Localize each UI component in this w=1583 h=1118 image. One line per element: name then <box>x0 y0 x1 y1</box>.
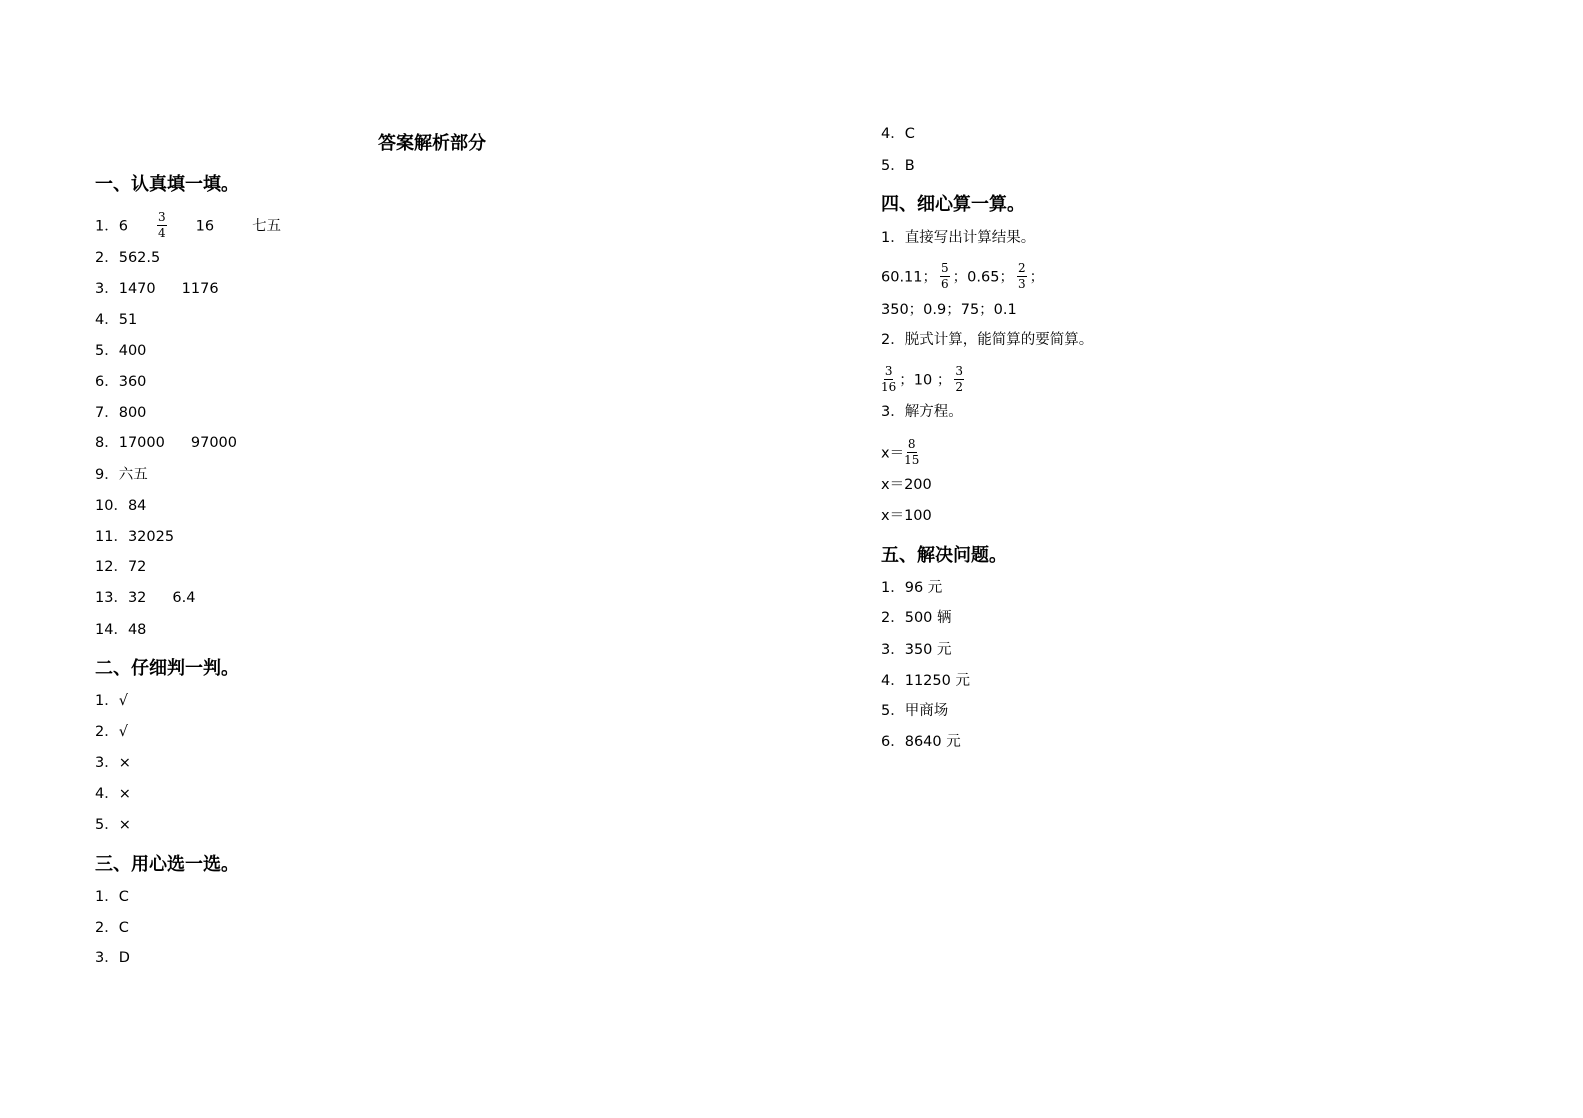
answer-5-6: 6．8640 元 <box>881 734 961 750</box>
answer-1-12: 12．72 <box>95 559 147 575</box>
fraction: $\frac{3}{4}$ <box>157 210 166 240</box>
answer-4-1-row1 <box>881 263 1044 292</box>
page-title: 答案解析部分 <box>378 133 486 154</box>
answer-1-11: 11．32025 <box>95 529 175 545</box>
answer-4-2-prompt: 2．脱式计算，能简算的要简算。 <box>881 332 1094 348</box>
answer-number: 13． <box>95 590 128 606</box>
answer-5-4: 4．11250 元 <box>881 673 970 689</box>
fraction: $\frac{8}{15}$ <box>904 437 920 467</box>
answer-4-3-prompt: 3．解方程。 <box>881 404 963 420</box>
answer-4-1-row2: 350；0.9；75；0.1 <box>881 302 1017 318</box>
answer-value: ； <box>1029 269 1045 286</box>
answer-value: 1176 <box>181 281 219 297</box>
answer-3-2: 2．C <box>95 920 129 936</box>
answer-value: 七五 <box>252 218 282 235</box>
answer-2-1: 1．√ <box>95 693 128 709</box>
answer-4-3-eq2: x＝200 <box>881 477 932 493</box>
section-4-heading: 四、细心算一算。 <box>881 194 1025 215</box>
answer-value: ；10 ； <box>899 372 952 389</box>
answer-value: 60.11； <box>881 269 938 286</box>
answer-1-1 <box>95 212 281 241</box>
answer-5-1: 1．96 元 <box>881 580 943 596</box>
answer-number: 1． <box>95 218 119 235</box>
answer-3-1: 1．C <box>95 889 129 905</box>
answer-value: x＝ <box>881 445 905 462</box>
answer-2-3: 3．× <box>95 755 131 771</box>
fraction: $\frac{2}{3}$ <box>1017 261 1026 291</box>
answer-number: 3． <box>95 281 119 297</box>
answer-5-2: 2．500 辆 <box>881 610 952 626</box>
answer-1-14: 14．48 <box>95 622 147 638</box>
answer-value: 16 <box>195 218 215 235</box>
answer-1-7: 7．800 <box>95 405 147 421</box>
answer-4-2-row <box>878 366 967 395</box>
answer-4-1-prompt: 1．直接写出计算结果。 <box>881 230 1036 246</box>
fraction: $\frac{3}{2}$ <box>955 364 963 394</box>
answer-1-3 <box>95 279 219 299</box>
answer-3-5: 5．B <box>881 158 915 174</box>
section-3-heading: 三、用心选一选。 <box>95 854 239 875</box>
section-2-heading: 二、仔细判一判。 <box>95 658 239 679</box>
answer-2-4: 4．× <box>95 786 131 802</box>
answer-value: 97000 <box>190 435 238 451</box>
answer-4-3-eq1 <box>881 439 922 468</box>
answer-1-9: 9．六五 <box>95 467 148 483</box>
answer-1-8 <box>95 433 237 453</box>
section-1-heading: 一、认真填一填。 <box>95 174 239 195</box>
answer-2-2: 2．√ <box>95 724 128 740</box>
fraction: $\frac{3}{16}$ <box>881 364 897 394</box>
answer-1-4: 4．51 <box>95 312 138 328</box>
answer-3-4: 4．C <box>881 126 915 142</box>
answer-value: 6.4 <box>172 590 196 606</box>
answer-value: 32 <box>127 590 147 606</box>
answer-value: 6 <box>118 218 128 235</box>
answer-1-6: 6．360 <box>95 374 147 390</box>
answer-3-3: 3．D <box>95 950 130 966</box>
answer-5-5: 5．甲商场 <box>881 703 949 719</box>
fraction: $\frac{5}{6}$ <box>941 261 949 291</box>
answer-value: 1470 <box>118 281 156 297</box>
answer-2-5: 5．× <box>95 817 131 833</box>
answer-value: 17000 <box>118 435 165 451</box>
answer-1-2: 2．562.5 <box>95 250 161 266</box>
answer-1-5: 5．400 <box>95 343 147 359</box>
answer-1-10: 10．84 <box>95 498 147 514</box>
answer-4-3-eq3: x＝100 <box>881 508 932 524</box>
answer-5-3: 3．350 元 <box>881 642 952 658</box>
answer-1-13 <box>95 588 195 608</box>
section-5-heading: 五、解决问题。 <box>881 545 1007 566</box>
answer-number: 8． <box>95 435 119 451</box>
answer-value: ；0.65； <box>952 269 1014 286</box>
